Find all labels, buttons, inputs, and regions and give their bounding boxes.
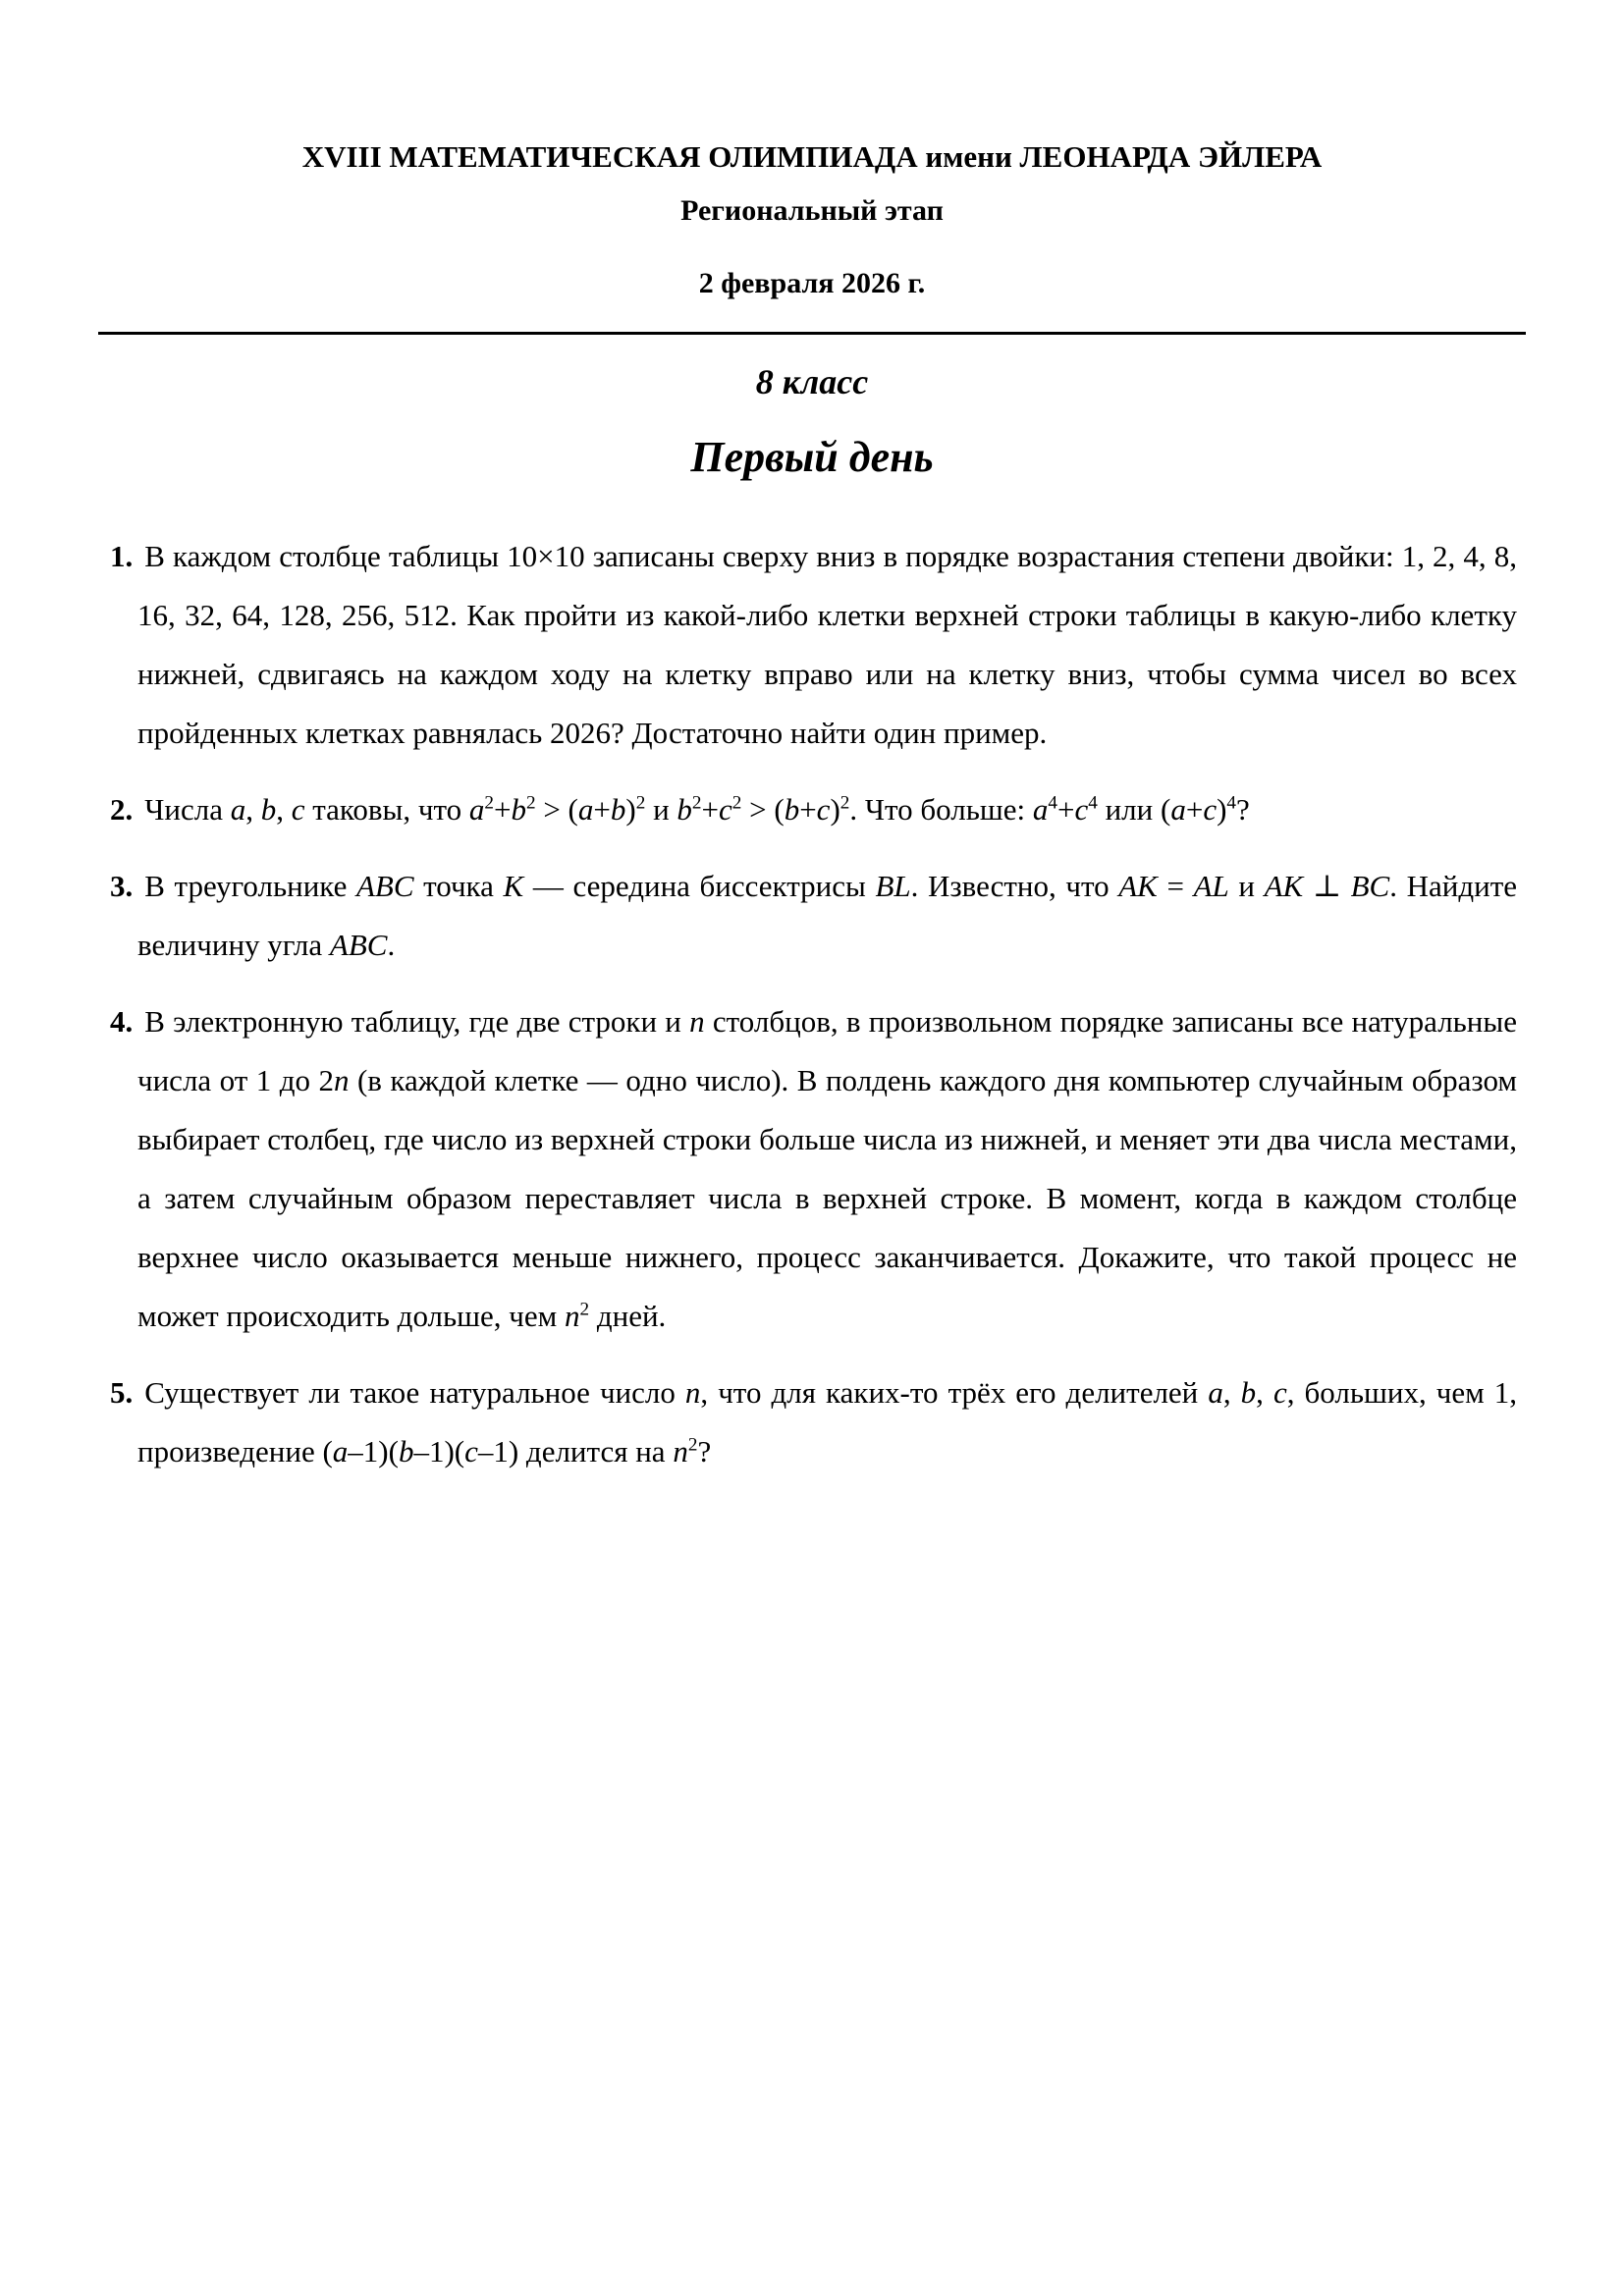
divider-line	[98, 332, 1526, 335]
problem-4-text: В электронную таблицу, где две строки и n столбцов, в произвольном порядке записаны все натуральные числа от 1 до 2n (в каждой клетке — одно число). В полдень каждого дня компьютер случайным образом выбирает столбец, где число из верхней строки больше числа из нижней, и меняет эти два числа местами, а затем случайным образом переставляет числа в верхней строке. В момент, когда в каждом столбце верхнее число оказывается меньше нижнего, процесс заканчивается. Докажите, что такой процесс не может происходить дольше, чем $n^2$ дней.	[137, 1004, 1517, 1333]
problem-3	[110, 857, 1517, 975]
problem-3-text: В треугольнике ABC точка K — середина биссектрисы BL. Известно, что AK = AL и AK ⊥ BC. Найдите величину угла ABC.	[137, 869, 1518, 962]
problem-5	[110, 1363, 1517, 1481]
problem-2-number: 2.	[110, 792, 134, 827]
problem-3-number: 3.	[110, 869, 134, 903]
olympiad-title: XVIII МАТЕМАТИЧЕСКАЯ ОЛИМПИАДА имени ЛЕОНАРДА ЭЙЛЕРА	[301, 139, 1323, 174]
document-header	[0, 0, 1624, 302]
problem-2-text: Числа a, b, c таковы, что $a^2+b^2 > (a+b)^2$ и $b^2+c^2 > (b+c)^2$. Что больше: $a^4+c^4$ или $(a+c)^4$?	[144, 792, 1250, 827]
problem-list	[110, 527, 1517, 1481]
problem-1-number: 1.	[110, 539, 134, 573]
problem-2	[110, 780, 1517, 839]
day-heading: Первый день	[690, 433, 934, 481]
problem-4-number: 4.	[110, 1004, 134, 1039]
grade-heading: 8 класс	[755, 362, 869, 401]
problem-5-text: Существует ли такое натуральное число n, что для каких-то трёх его делителей a, b, c, больших, чем 1, произведение (a–1)(b–1)(c–1) делится на $n^2$?	[137, 1375, 1518, 1468]
problem-5-number: 5.	[110, 1375, 134, 1410]
problem-1	[110, 527, 1517, 763]
problem-1-text: В каждом столбце таблицы 10×10 записаны сверху вниз в порядке возрастания степени двойки: 1, 2, 4, 8, 16, 32, 64, 128, 256, 512. Как пройти из какой-либо клетки верхней строки таблицы в какую-либо клетку нижней, сдвигаясь на каждом ходу на клетку вправо или на клетку вниз, чтобы сумма чисел во всех пройденных клетках равнялась 2026? Достаточно найти один пример.	[137, 539, 1517, 750]
stage-subtitle: Региональный этап	[680, 194, 944, 227]
date-line: 2 февраля 2026 г.	[698, 267, 926, 299]
problem-4	[110, 992, 1517, 1346]
